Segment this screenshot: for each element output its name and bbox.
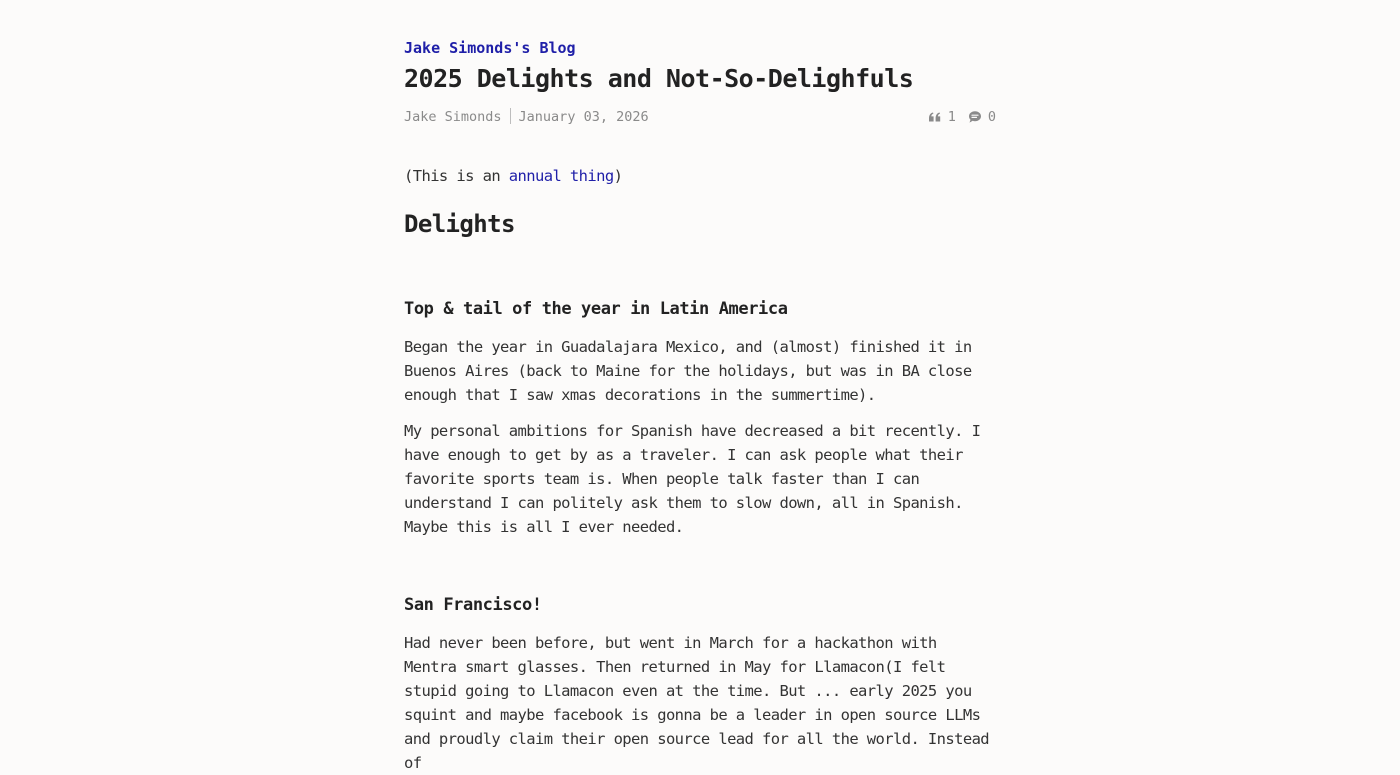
comment-count: 0 xyxy=(987,109,996,125)
post-byline xyxy=(404,107,649,127)
post-meta xyxy=(404,107,996,127)
quote-icon[interactable] xyxy=(928,110,942,124)
quote-count: 1 xyxy=(947,109,956,125)
post-stats xyxy=(928,107,996,127)
delights-heading: Delights xyxy=(404,210,515,238)
paragraph-san-francisco-1: Had never been before, but went in March for a hackathon with Mentra smart glasses. Then returned in May for Llamacon(I felt stupid going to Llamacon even at the time. But ... early 2025 you squint and maybe facebook is gonna be a leader in open source LLMs and proudly claim their open source lead for all the world. Instead of xyxy=(404,634,990,772)
paragraph-latin-america-2: My personal ambitions for Spanish have decreased a bit recently. I have enough to get by as a traveler. I can ask people what their favorite sports team is. When people talk faster than I can understand I can politely ask them to slow down, all in Spanish. Maybe this is all I ever needed. xyxy=(404,422,981,536)
section-heading-san-francisco: San Francisco! xyxy=(404,595,542,615)
post-author[interactable]: Jake Simonds xyxy=(404,109,502,125)
paragraph-latin-america-1: Began the year in Guadalajara Mexico, and (almost) finished it in Buenos Aires (back to Maine for the holidays, but was in BA close enough that I saw xmas decorations in the summertime). xyxy=(404,338,972,404)
intro-paragraph xyxy=(404,164,622,188)
post-title: 2025 Delights and Not-So-Delighfuls xyxy=(404,64,914,93)
post-date: January 03, 2026 xyxy=(518,109,649,125)
intro-suffix: ) xyxy=(613,167,623,185)
intro-prefix: (This is an xyxy=(404,167,509,185)
section-heading-latin-america: Top & tail of the year in Latin America xyxy=(404,299,788,319)
meta-divider xyxy=(510,108,511,124)
annual-thing-link[interactable]: annual thing xyxy=(508,167,614,185)
blog-title-link[interactable]: Jake Simonds's Blog xyxy=(404,39,576,57)
comment-icon[interactable] xyxy=(968,110,982,124)
